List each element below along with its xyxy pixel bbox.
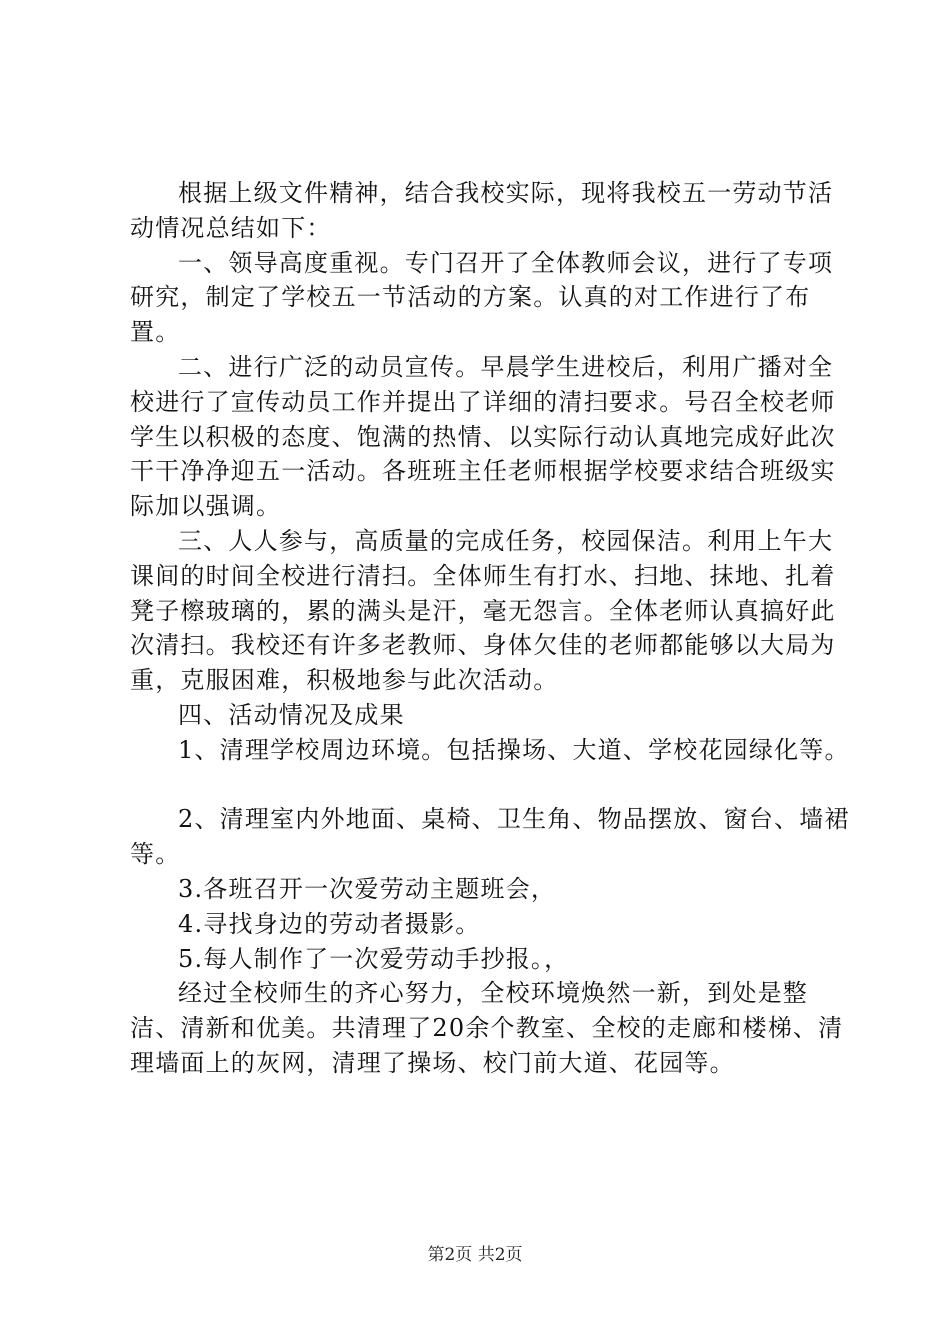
result-item-4: 4.寻找身边的劳动者摄影。 xyxy=(178,909,481,938)
document-body xyxy=(130,176,850,1081)
section-2-paragraph: 二、进行广泛的动员宣传。早晨学生进校后，利用广播对全校进行了宣传动员工作并提出了详细的清扫要求。号召全校老师学生以积极的态度、饱满的热情、以实际行动认真地完成好此次干干净净迎五一活动。各班班主任老师根据学校要求结合班级实际加以强调。 xyxy=(130,352,836,521)
section-3-paragraph: 三、人人参与，高质量的完成任务，校园保洁。利用上午大课间的时间全校进行清扫。全体师生有打水、扫地、抹地、扎着凳子檫玻璃的，累的满头是汗，毫无怨言。全体老师认真搞好此次清扫。我校还有许多老教师、身体欠佳的老师都能够以大局为重，克服困难，积极地参与此次活动。 xyxy=(130,526,836,695)
intro-paragraph: 根据上级文件精神，结合我校实际，现将我校五一劳动节活动情况总结如下： xyxy=(130,179,834,242)
page-footer: 第2页 共2页 xyxy=(427,1245,523,1265)
section-1-paragraph: 一、领导高度重视。专门召开了全体教师会议，进行了专项研究，制定了学校五一节活动的方案。认真的对工作进行了布置。 xyxy=(130,248,834,347)
conclusion-paragraph: 经过全校师生的齐心努力，全校环境焕然一新，到处是整洁、清新和优美。共清理了20余个教室、全校的走廊和楼梯、清理墙面上的灰网，清理了操场、校门前大道、花园等。 xyxy=(130,979,844,1077)
result-item-1: 1、清理学校周边环境。包括操场、大道、学校花园绿化等。 xyxy=(178,735,850,764)
result-item-5: 5.每人制作了一次爱劳动手抄报。， xyxy=(178,944,570,973)
section-4-heading: 四、活动情况及成果 xyxy=(178,700,405,729)
result-item-2: 2、清理室内外地面、桌椅、卫生角、物品摆放、窗台、墙裙等。 xyxy=(130,805,850,869)
result-item-3: 3.各班召开一次爱劳动主题班会， xyxy=(178,874,557,903)
